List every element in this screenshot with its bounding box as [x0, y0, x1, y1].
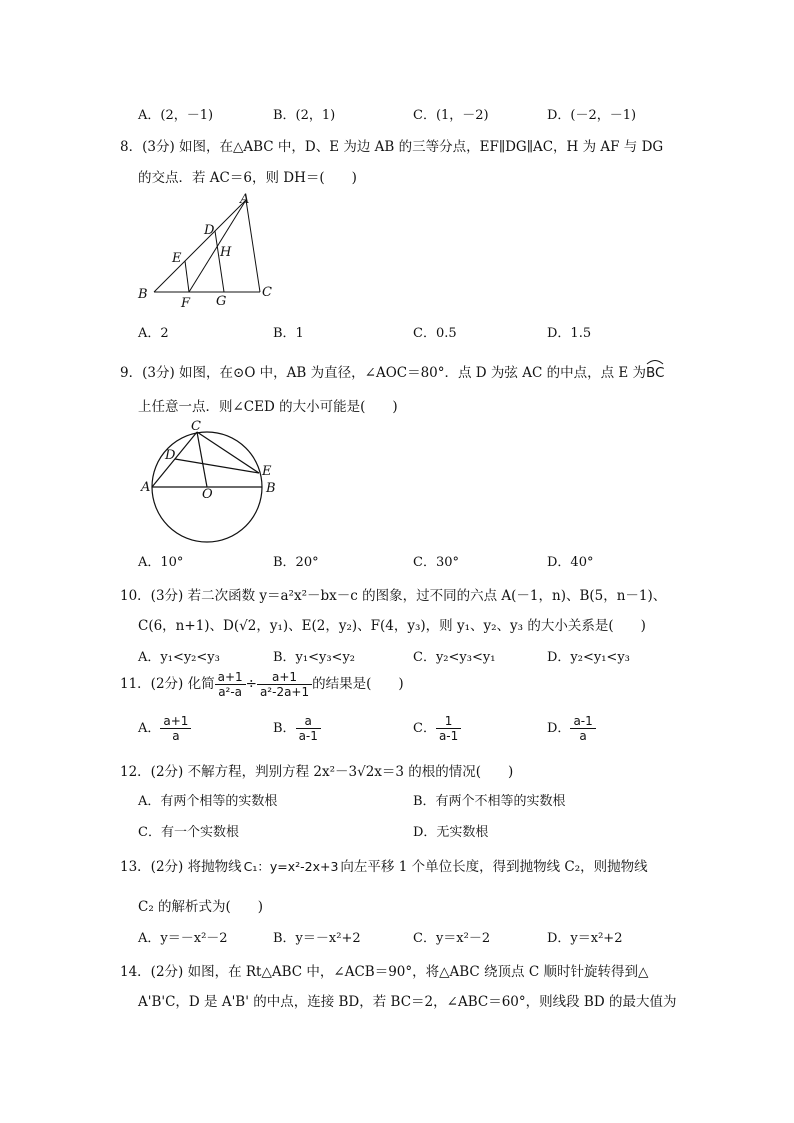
q13-option-c: C．y＝x²－2 — [413, 931, 491, 946]
q12-option-d: D．无实数根 — [413, 825, 489, 840]
q10-stem-line2: C(6，n+1)、D(√2，y₁)、E(2，y₂)、F(4，y₃)，则 y₁、y₂、y₃ 的大小关系是( ) — [138, 618, 646, 634]
q14-stem-line2: A'B'C，D 是 A'B' 的中点，连接 BD，若 BC＝2，∠ABC＝60°，则线段 BD 的最大值为 — [138, 994, 677, 1010]
q12-stem: 12．(2分) 不解方程，判别方程 2x²－3√2x＝3 的根的情况( ) — [120, 764, 514, 780]
q8-label-d: D — [204, 223, 215, 238]
q9-label-e: E — [262, 464, 272, 479]
q8-label-a: A — [240, 192, 250, 207]
q11-divide-sign: ÷ — [245, 676, 257, 692]
q9-stem-line1 — [120, 361, 664, 381]
q11-prefix: 11．(2分) 化简 — [120, 676, 215, 692]
q11-stem — [120, 670, 404, 699]
q11-suffix: 的结果是( ) — [312, 676, 404, 692]
q9-option-d: D．40° — [547, 555, 594, 570]
q13-option-d: D．y＝x²+2 — [547, 931, 623, 946]
q9-circle-figure — [135, 416, 285, 546]
q12-option-c: C．有一个实数根 — [138, 825, 239, 840]
q8-label-h: H — [220, 245, 232, 260]
q8-stem-line1: 8．(3分) 如图，在△ABC 中，D、E 为边 AB 的三等分点，EF∥DG∥AC，H 为 AF 与 DG — [120, 139, 664, 155]
q9-stem-line2: 上任意一点．则∠CED 的大小可能是( ) — [138, 399, 398, 415]
q9-option-b: B．20° — [273, 555, 319, 570]
q11-option-c: C． $\frac{1}{a-1}$ — [413, 714, 461, 743]
q8-label-g: G — [216, 294, 227, 309]
q9-option-a: A．10° — [138, 555, 184, 570]
q8-option-d: D．1.5 — [547, 326, 592, 341]
q7-option-a: A．(2，－1) — [138, 108, 214, 123]
q8-triangle-figure — [130, 190, 290, 314]
q8-option-b: B．1 — [273, 326, 304, 341]
q9-label-b: B — [266, 481, 276, 496]
q13-stem-line2: C₂ 的解析式为( ) — [138, 899, 264, 915]
q14-stem-line1: 14．(2分) 如图，在 Rt△ABC 中，∠ACB＝90°，将△ABC 绕顶点 C 顺时针旋转得到△ — [120, 964, 649, 980]
q9-stem-text: 9．(3分) 如图，在⊙O 中，AB 为直径，∠AOC＝80°．点 D 为弦 AC 的中点，点 E 为 — [120, 365, 647, 381]
arc-symbol-icon — [646, 359, 664, 365]
q9-label-o: O — [202, 487, 213, 502]
q12-option-b: B．有两个不相等的实数根 — [413, 794, 566, 809]
q10-option-a: A．y₁<y₂<y₃ — [138, 650, 220, 665]
q8-option-c: C．0.5 — [413, 326, 457, 341]
q13-suffix: 向左平移 1 个单位长度，得到抛物线 C₂，则抛物线 — [340, 859, 648, 875]
q13-option-a: A．y＝－x²－2 — [138, 931, 228, 946]
q7-option-c: C．(1，－2) — [413, 108, 489, 123]
q7-option-b: B．(2，1) — [273, 108, 336, 123]
q8-label-e: E — [172, 251, 182, 266]
q8-stem-line2: 的交点．若 AC＝6，则 DH＝( ) — [138, 170, 357, 186]
q11-option-b: B． $\frac{a}{a-1}$ — [273, 714, 321, 743]
q11-fraction-1: $\frac{a+1}{\text{a²-a}}$ — [215, 670, 246, 699]
q8-label-c: C — [262, 285, 272, 300]
q10-option-c: C．y₂<y₃<y₁ — [413, 650, 496, 665]
q11-option-a: A． $\frac{a+1}{a}$ — [138, 714, 191, 743]
q10-option-d: D．y₂<y₁<y₃ — [547, 650, 630, 665]
q8-option-a: A．2 — [138, 326, 169, 341]
q9-label-a: A — [141, 480, 151, 495]
q13-stem-line1 — [120, 855, 648, 875]
q13-option-b: B．y＝－x²+2 — [273, 931, 361, 946]
q9-arc-bc: BC — [646, 362, 664, 381]
q7-option-d: D．(－2，－1) — [547, 108, 637, 123]
q10-stem-line1: 10．(3分) 若二次函数 y＝a²x²－bx－c 的图象，过不同的六点 A(－1，n)、B(5，n－1)、 — [120, 588, 667, 604]
q10-option-b: B．y₁<y₃<y₂ — [273, 650, 356, 665]
q8-label-f: F — [181, 296, 191, 311]
q9-label-d: D — [165, 448, 176, 463]
q11-fraction-2: $\frac{a+1}{\text{a²-2a+1}}$ — [257, 670, 312, 699]
q13-formula: C₁：y=x²-2x+3 — [243, 859, 339, 874]
q13-prefix: 13．(2分) 将抛物线 — [120, 859, 242, 875]
q9-option-c: C．30° — [413, 555, 459, 570]
q11-option-d: D． $\frac{a-1}{a}$ — [547, 714, 596, 743]
q12-option-a: A．有两个相等的实数根 — [138, 794, 278, 809]
q9-label-c: C — [191, 419, 201, 434]
q8-label-b: B — [138, 287, 148, 302]
